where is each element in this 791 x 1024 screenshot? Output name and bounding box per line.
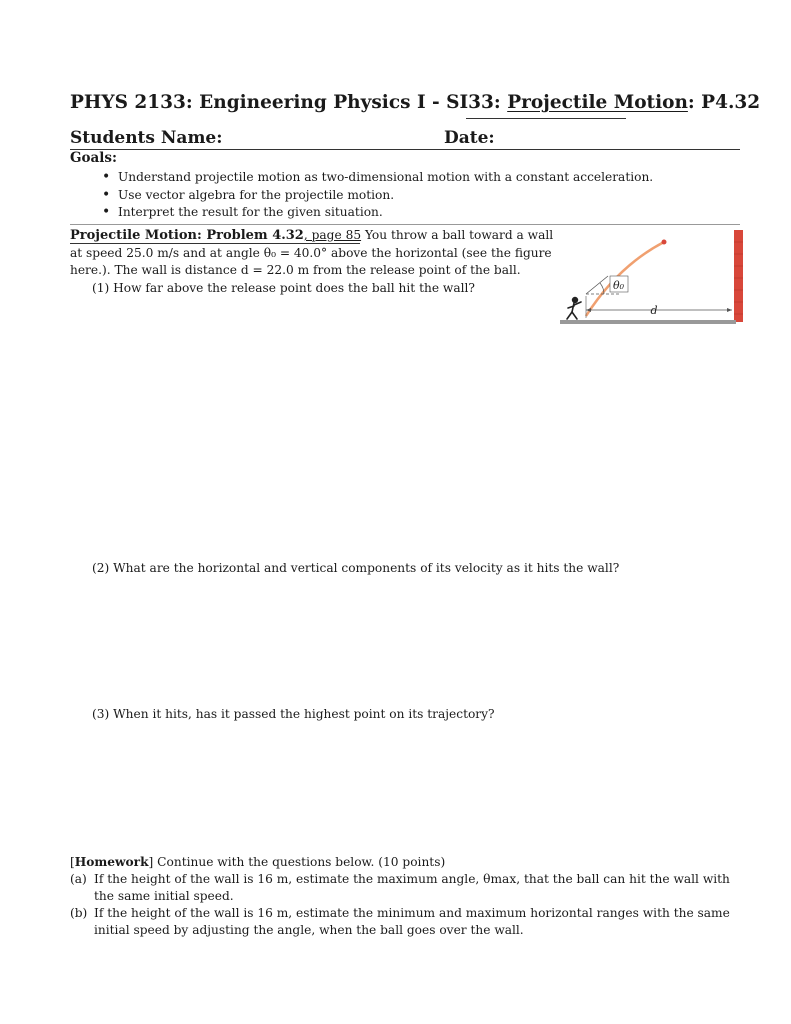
problem-statement <box>70 227 554 297</box>
students-name-label: Students Name: <box>70 128 223 148</box>
title-topic: Projectile Motion <box>507 92 688 113</box>
goals-heading: Goals: <box>70 150 117 166</box>
problem-heading-underline <box>70 243 360 244</box>
date-label: Date: <box>444 128 495 148</box>
title-underline <box>466 118 626 119</box>
angle-label: θ₀ <box>613 279 625 292</box>
goals-list <box>100 169 653 222</box>
homework-label: Homework <box>74 855 149 869</box>
homework-item-text: If the height of the wall is 16 m, estimate the maximum angle, θmax, that the ball can hit the wall with the same initial speed. <box>94 872 730 903</box>
problem-page-ref: , page 85 <box>303 228 362 242</box>
question-1: (1) How far above the release point does the ball hit the wall? <box>92 280 475 295</box>
problem-heading: Projectile Motion: Problem 4.32 <box>70 228 304 243</box>
ball <box>662 240 667 245</box>
homework-item-text: If the height of the wall is 16 m, estimate the minimum and maximum horizontal ranges with the same initial speed by adjusting the angle, when the ball goes over the wall. <box>94 906 730 937</box>
homework-item-label: (b) <box>70 906 88 920</box>
question-3: (3) When it hits, has it passed the highest point on its trajectory? <box>92 707 495 721</box>
goal-item: • Understand projectile motion as two-dimensional motion with a constant acceleration. <box>100 169 653 187</box>
distance-label: d <box>650 304 658 317</box>
title-prefix: PHYS 2133: Engineering Physics I - SI33: <box>70 92 508 113</box>
goal-item: • Interpret the result for the given situation. <box>100 204 653 222</box>
homework-item-label: (a) <box>70 872 87 886</box>
thrower-icon <box>567 298 581 319</box>
title-suffix: : P4.32 <box>687 92 761 113</box>
ground <box>560 320 736 324</box>
goals-rule <box>70 224 740 225</box>
question-2: (2) What are the horizontal and vertical components of its velocity as it hits the wall? <box>92 561 620 575</box>
homework-intro: [Homework] Continue with the questions below. (10 points) <box>70 855 446 869</box>
page-title <box>70 92 760 113</box>
goal-item: • Use vector algebra for the projectile motion. <box>100 187 653 205</box>
problem-text: You throw a ball toward a wall at speed 25.0 m/s and at angle θ₀ = 40.0° above the horizontal (see the figure here.). The wall is distance d = 22.0 m from the release point of the ball. <box>70 228 554 277</box>
homework-item-a <box>70 871 742 905</box>
wall <box>734 230 743 322</box>
projectile-figure <box>558 226 744 326</box>
header-rule <box>70 149 740 150</box>
homework-section <box>70 854 742 939</box>
homework-intro-text: Continue with the questions below. (10 points) <box>153 855 446 869</box>
homework-item-b <box>70 905 742 939</box>
